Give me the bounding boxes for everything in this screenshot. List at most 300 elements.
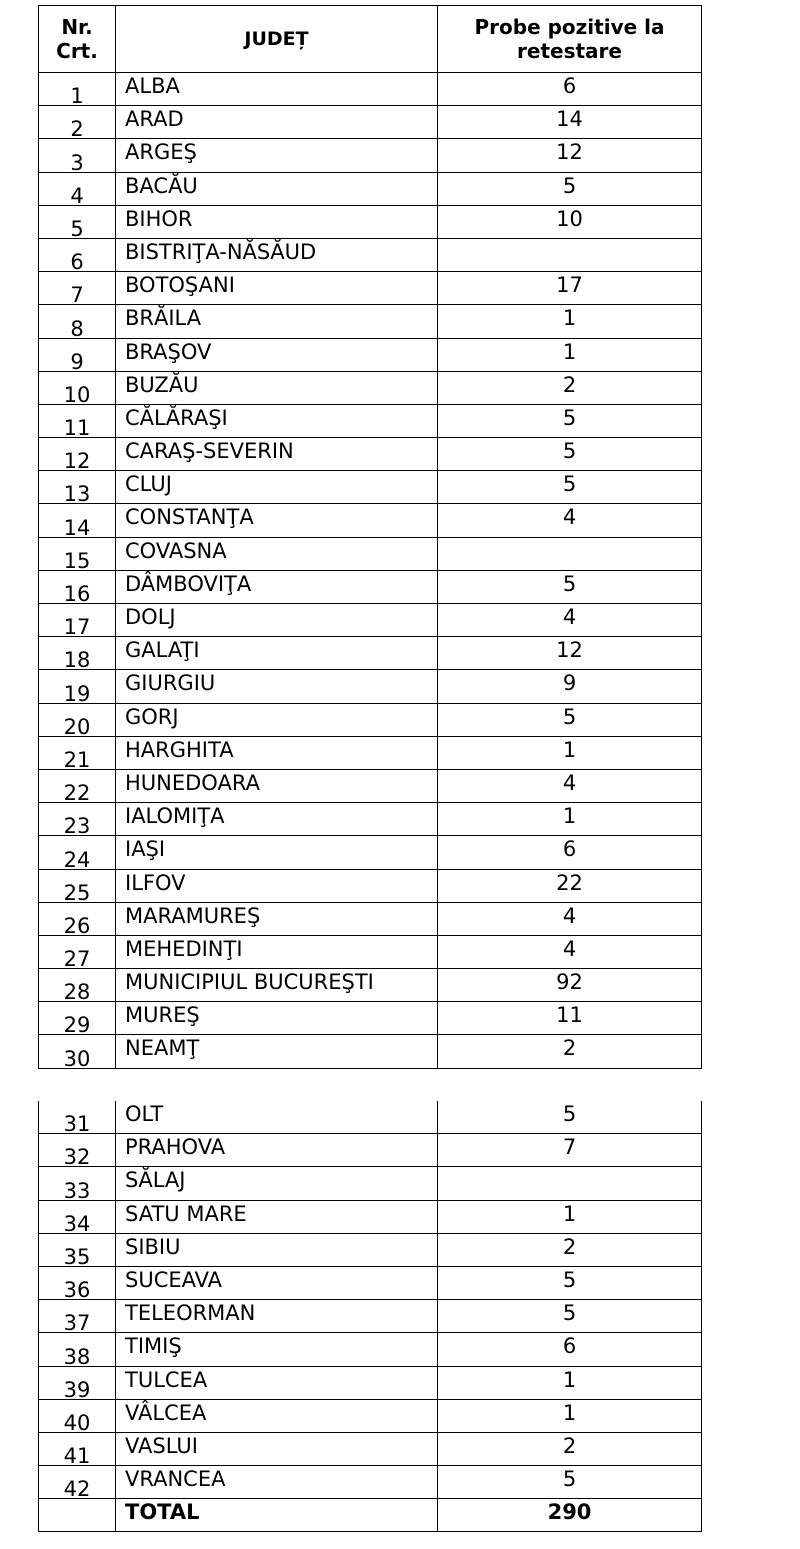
county-name: MEHEDINŢI: [125, 936, 243, 961]
table-row: [39, 703, 702, 736]
row-number-cell: [39, 272, 116, 305]
positive-tests-value: 2: [562, 1036, 577, 1061]
row-number: 30: [63, 1046, 91, 1069]
positive-tests-value: 5: [562, 439, 577, 464]
positive-tests-value-cell: [438, 570, 702, 603]
positive-tests-value: 4: [562, 770, 577, 795]
positive-tests-value-cell: [438, 1134, 702, 1167]
total-row: [39, 1499, 702, 1532]
county-name-cell: [116, 637, 438, 670]
county-name-cell: [116, 404, 438, 437]
county-name-cell: [116, 1167, 438, 1200]
table-row: [39, 205, 702, 238]
county-name-cell: [116, 1200, 438, 1233]
county-name: VÂLCEA: [125, 1400, 207, 1425]
table-row: [39, 637, 702, 670]
row-number-cell: [39, 338, 116, 371]
table-row: [39, 1300, 702, 1333]
row-number-cell: [39, 1101, 116, 1134]
positive-tests-value-cell: [438, 637, 702, 670]
counties-table-part-1: [38, 5, 702, 1069]
positive-tests-value-cell: [438, 1167, 702, 1200]
positive-tests-value-cell: [438, 1266, 702, 1299]
positive-tests-value-cell: [438, 1300, 702, 1333]
row-number-cell: [39, 1499, 116, 1532]
county-name-cell: [116, 836, 438, 869]
positive-tests-value-cell: [438, 1466, 702, 1499]
row-number-cell: [39, 1466, 116, 1499]
positive-tests-value: 5: [562, 1102, 577, 1126]
positive-tests-value-cell: [438, 504, 702, 537]
positive-tests-value-cell: [438, 1432, 702, 1465]
table-row: [39, 371, 702, 404]
county-name-cell: [116, 139, 438, 172]
positive-tests-value-cell: [438, 670, 702, 703]
positive-tests-value-cell: [438, 969, 702, 1002]
row-number-cell: [39, 935, 116, 968]
row-number: 28: [63, 980, 91, 1002]
table-row: [39, 73, 702, 106]
table-row: [39, 935, 702, 968]
county-name: TULCEA: [125, 1367, 208, 1392]
row-number-cell: [39, 1035, 116, 1068]
positive-tests-value: 4: [562, 505, 577, 530]
row-number-cell: [39, 736, 116, 769]
row-number: 3: [70, 150, 84, 173]
row-number-cell: [39, 106, 116, 139]
row-number: 41: [63, 1444, 91, 1466]
county-name-cell: [116, 338, 438, 371]
county-name-cell: [116, 106, 438, 139]
row-number: 17: [63, 615, 91, 637]
positive-tests-value-cell: [438, 438, 702, 471]
row-number-cell: [39, 769, 116, 802]
row-number: 24: [63, 847, 91, 869]
row-number-cell: [39, 305, 116, 338]
positive-tests-value: 1: [562, 1400, 577, 1425]
row-number: 34: [63, 1211, 91, 1234]
county-name: CLUJ: [125, 472, 172, 497]
positive-tests-value: 12: [556, 140, 583, 165]
positive-tests-value-cell: [438, 172, 702, 205]
positive-tests-value: 14: [556, 107, 583, 132]
row-number-cell: [39, 172, 116, 205]
row-number: 5: [70, 216, 84, 239]
county-name: CĂLĂRAŞI: [125, 405, 228, 430]
table-row: [39, 1466, 702, 1499]
county-name-cell: [116, 272, 438, 305]
county-name-cell: [116, 471, 438, 504]
table-row: [39, 172, 702, 205]
county-name: GIURGIU: [125, 671, 216, 696]
county-name: HARGHITA: [125, 737, 234, 762]
row-number-cell: [39, 1300, 116, 1333]
positive-tests-value: 5: [562, 1267, 577, 1292]
county-name-cell: [116, 969, 438, 1002]
table-row: [39, 106, 702, 139]
county-name-cell: [116, 1266, 438, 1299]
county-name: TIMIŞ: [125, 1334, 182, 1359]
positive-tests-value-cell: [438, 803, 702, 836]
county-name-cell: [116, 371, 438, 404]
county-name: ILFOV: [125, 870, 186, 895]
row-number: 13: [63, 482, 91, 504]
positive-tests-value: 5: [562, 1301, 577, 1326]
county-name: COVASNA: [125, 538, 227, 563]
table-row: [39, 338, 702, 371]
table-row: [39, 471, 702, 504]
county-name-cell: [116, 537, 438, 570]
positive-tests-value-cell: [438, 1101, 702, 1134]
row-number: 38: [63, 1344, 91, 1366]
positive-tests-value: 1: [562, 1201, 577, 1226]
positive-tests-value-cell: [438, 703, 702, 736]
county-name-cell: [116, 1366, 438, 1399]
row-number: 10: [63, 382, 91, 405]
positive-tests-value: 5: [562, 472, 577, 497]
county-name-cell: [116, 736, 438, 769]
positive-tests-value-cell: [438, 902, 702, 935]
positive-tests-value-cell: [438, 1233, 702, 1266]
table-row: [39, 803, 702, 836]
county-name: TELEORMAN: [125, 1301, 256, 1326]
positive-tests-value: 1: [562, 804, 577, 829]
county-name-cell: [116, 1233, 438, 1266]
table-row: [39, 869, 702, 902]
county-name: DOLJ: [125, 605, 176, 629]
row-number: 26: [63, 913, 91, 936]
row-number: 9: [70, 349, 84, 372]
county-name-cell: [116, 1399, 438, 1432]
row-number: 7: [70, 283, 84, 305]
table-header-row: [39, 6, 702, 73]
positive-tests-value-cell: [438, 836, 702, 869]
positive-tests-value: 92: [556, 970, 583, 995]
county-name: HUNEDOARA: [125, 770, 260, 795]
positive-tests-value-cell: [438, 1366, 702, 1399]
table-row: [39, 1432, 702, 1465]
total-value-cell: [438, 1499, 702, 1532]
counties-table-part-2: [38, 1101, 702, 1532]
row-number: 25: [63, 880, 91, 903]
county-name: GALAŢI: [125, 638, 200, 663]
header-judet: JUDEȚ: [116, 6, 438, 73]
table-row: [39, 1266, 702, 1299]
positive-tests-value: 5: [562, 405, 577, 430]
row-number: 35: [63, 1244, 91, 1267]
table-row: [39, 604, 702, 637]
positive-tests-value: 5: [562, 1467, 577, 1492]
positive-tests-value: 9: [562, 671, 577, 696]
table-row: [39, 1035, 702, 1068]
row-number-cell: [39, 637, 116, 670]
table-row: [39, 1134, 702, 1167]
row-number-cell: [39, 703, 116, 736]
row-number-cell: [39, 1266, 116, 1299]
row-number-cell: [39, 803, 116, 836]
positive-tests-value-cell: [438, 1333, 702, 1366]
county-name: SIBIU: [125, 1234, 181, 1259]
county-name: CARAŞ-SEVERIN: [125, 439, 294, 464]
positive-tests-value: 5: [562, 173, 577, 198]
county-name-cell: [116, 172, 438, 205]
table-row: [39, 736, 702, 769]
table-row: [39, 438, 702, 471]
row-number: 6: [70, 250, 84, 272]
positive-tests-value: 4: [562, 605, 577, 629]
positive-tests-value-cell: [438, 736, 702, 769]
county-name-cell: [116, 1002, 438, 1035]
table-row: [39, 769, 702, 802]
table-row: [39, 139, 702, 172]
table-row: [39, 969, 702, 1002]
county-name: DÂMBOVIŢA: [125, 571, 252, 596]
row-number-cell: [39, 1200, 116, 1233]
row-number-cell: [39, 836, 116, 869]
positive-tests-value: 2: [562, 1433, 577, 1458]
table-row: [39, 238, 702, 271]
total-label: TOTAL: [125, 1500, 200, 1525]
row-number-cell: [39, 1399, 116, 1432]
row-number: 2: [70, 117, 84, 139]
row-number: 4: [70, 183, 84, 206]
positive-tests-value-cell: [438, 305, 702, 338]
positive-tests-value: 6: [562, 1334, 577, 1359]
table-row: [39, 570, 702, 603]
row-number-cell: [39, 1233, 116, 1266]
county-name: ARAD: [125, 107, 184, 132]
county-name: MUREŞ: [125, 1003, 200, 1028]
county-name-cell: [116, 1035, 438, 1068]
row-number: 18: [63, 648, 91, 670]
positive-tests-value-cell: [438, 238, 702, 271]
row-number-cell: [39, 371, 116, 404]
positive-tests-value-cell: [438, 769, 702, 802]
row-number-cell: [39, 1002, 116, 1035]
positive-tests-value: 12: [556, 638, 583, 663]
table-row: [39, 1200, 702, 1233]
positive-tests-value: 6: [562, 837, 577, 862]
positive-tests-value-cell: [438, 338, 702, 371]
positive-tests-value-cell: [438, 371, 702, 404]
positive-tests-value: 1: [562, 737, 577, 762]
county-name-cell: [116, 438, 438, 471]
county-name-cell: [116, 205, 438, 238]
row-number-cell: [39, 1167, 116, 1200]
row-number: 14: [63, 515, 91, 538]
table-row: [39, 1333, 702, 1366]
county-name: PRAHOVA: [125, 1135, 226, 1160]
row-number: 11: [63, 416, 91, 438]
positive-tests-value: 1: [562, 306, 577, 331]
row-number: 37: [63, 1311, 91, 1333]
row-number: 29: [63, 1013, 91, 1035]
row-number-cell: [39, 438, 116, 471]
county-name: BOTOŞANI: [125, 273, 235, 298]
row-number-cell: [39, 1134, 116, 1167]
row-number: 42: [63, 1477, 91, 1499]
row-number-cell: [39, 1432, 116, 1465]
table-row: [39, 670, 702, 703]
county-name-cell: [116, 703, 438, 736]
table-row: [39, 1002, 702, 1035]
row-number-cell: [39, 1366, 116, 1399]
row-number: 21: [63, 747, 91, 770]
county-name-cell: [116, 670, 438, 703]
county-name: SUCEAVA: [125, 1267, 223, 1292]
row-number: 16: [63, 582, 91, 604]
county-name: MUNICIPIUL BUCUREŞTI: [125, 970, 374, 995]
positive-tests-value: 10: [556, 206, 583, 231]
positive-tests-value: 17: [556, 273, 583, 298]
county-name-cell: [116, 935, 438, 968]
positive-tests-value: 11: [556, 1003, 583, 1028]
positive-tests-value: 1: [562, 339, 577, 364]
county-name-cell: [116, 1466, 438, 1499]
table-row: [39, 902, 702, 935]
row-number-cell: [39, 471, 116, 504]
row-number-cell: [39, 73, 116, 106]
row-number-cell: [39, 537, 116, 570]
county-name-cell: [116, 504, 438, 537]
positive-tests-value: 6: [562, 74, 577, 98]
table-row: [39, 404, 702, 437]
positive-tests-value-cell: [438, 1002, 702, 1035]
total-label-cell: [116, 1499, 438, 1532]
county-name: BRAŞOV: [125, 339, 212, 364]
row-number-cell: [39, 570, 116, 603]
row-number: 22: [63, 781, 91, 803]
row-number-cell: [39, 902, 116, 935]
row-number-cell: [39, 869, 116, 902]
county-name-cell: [116, 869, 438, 902]
county-name: BIHOR: [125, 206, 193, 231]
row-number-cell: [39, 504, 116, 537]
row-number: 36: [63, 1278, 91, 1300]
positive-tests-value: 2: [562, 1234, 577, 1259]
row-number-cell: [39, 205, 116, 238]
row-number: 1: [70, 84, 84, 106]
table-row: [39, 1399, 702, 1432]
county-name: CONSTANŢA: [125, 505, 254, 530]
row-number: 31: [63, 1112, 91, 1134]
positive-tests-value-cell: [438, 537, 702, 570]
table-row: [39, 1101, 702, 1134]
county-name: SATU MARE: [125, 1201, 247, 1226]
row-number-cell: [39, 969, 116, 1002]
county-name-cell: [116, 1300, 438, 1333]
table-row: [39, 1233, 702, 1266]
county-name: MARAMUREŞ: [125, 903, 261, 928]
county-name: IALOMIŢA: [125, 804, 225, 829]
positive-tests-value: 1: [562, 1367, 577, 1392]
county-name: BUZĂU: [125, 372, 199, 397]
county-name: BRĂILA: [125, 306, 202, 331]
county-name: VRANCEA: [125, 1467, 226, 1492]
county-name: BACĂU: [125, 173, 198, 198]
positive-tests-value-cell: [438, 404, 702, 437]
positive-tests-value-cell: [438, 471, 702, 504]
county-name-cell: [116, 769, 438, 802]
table-row: [39, 305, 702, 338]
county-name: IAŞI: [125, 837, 166, 862]
county-name-cell: [116, 604, 438, 637]
positive-tests-value-cell: [438, 73, 702, 106]
county-name-cell: [116, 305, 438, 338]
total-value: 290: [547, 1500, 592, 1525]
positive-tests-value: 4: [562, 903, 577, 928]
table-row: [39, 1167, 702, 1200]
row-number: 32: [63, 1145, 91, 1167]
county-name-cell: [116, 1432, 438, 1465]
positive-tests-value-cell: [438, 139, 702, 172]
row-number-cell: [39, 604, 116, 637]
row-number: 40: [63, 1410, 91, 1433]
row-number: 12: [63, 449, 91, 471]
row-number: 23: [63, 814, 91, 836]
county-name-cell: [116, 570, 438, 603]
row-number: 33: [63, 1178, 91, 1201]
table-row: [39, 836, 702, 869]
county-name-cell: [116, 238, 438, 271]
table-row: [39, 537, 702, 570]
positive-tests-value-cell: [438, 604, 702, 637]
row-number-cell: [39, 1333, 116, 1366]
county-name-cell: [116, 803, 438, 836]
county-name-cell: [116, 1134, 438, 1167]
county-name: SĂLAJ: [125, 1168, 186, 1193]
table-row: [39, 1366, 702, 1399]
positive-tests-value: 7: [562, 1135, 577, 1160]
row-number: 27: [63, 947, 91, 969]
county-name: ALBA: [125, 74, 180, 98]
county-name-cell: [116, 73, 438, 106]
positive-tests-value: 5: [562, 571, 577, 596]
table-row: [39, 504, 702, 537]
county-name: OLT: [125, 1102, 164, 1126]
row-number: 39: [63, 1377, 91, 1400]
header-probe-pozitive: Probe pozitive la retestare: [438, 6, 702, 73]
positive-tests-value: 22: [556, 870, 583, 895]
positive-tests-value-cell: [438, 1399, 702, 1432]
row-number-cell: [39, 238, 116, 271]
positive-tests-value: 2: [562, 372, 577, 397]
table-row: [39, 272, 702, 305]
positive-tests-value-cell: [438, 205, 702, 238]
county-name: VASLUI: [125, 1433, 198, 1458]
row-number-cell: [39, 139, 116, 172]
positive-tests-value: 5: [562, 704, 577, 729]
positive-tests-value-cell: [438, 1200, 702, 1233]
row-number: 8: [70, 316, 84, 338]
positive-tests-value-cell: [438, 272, 702, 305]
county-name-cell: [116, 902, 438, 935]
row-number: 20: [63, 714, 91, 737]
county-name-cell: [116, 1333, 438, 1366]
positive-tests-value: 4: [562, 936, 577, 961]
county-name: ARGEŞ: [125, 140, 197, 165]
row-number: 15: [63, 548, 91, 571]
county-name: NEAMŢ: [125, 1036, 200, 1061]
county-name: BISTRIŢA-NĂSĂUD: [125, 239, 317, 264]
county-name: GORJ: [125, 704, 179, 729]
positive-tests-value-cell: [438, 935, 702, 968]
header-nr-crt: Nr. Crt.: [39, 6, 116, 73]
row-number: 19: [63, 681, 91, 704]
row-number-cell: [39, 670, 116, 703]
positive-tests-value-cell: [438, 1035, 702, 1068]
row-number-cell: [39, 404, 116, 437]
